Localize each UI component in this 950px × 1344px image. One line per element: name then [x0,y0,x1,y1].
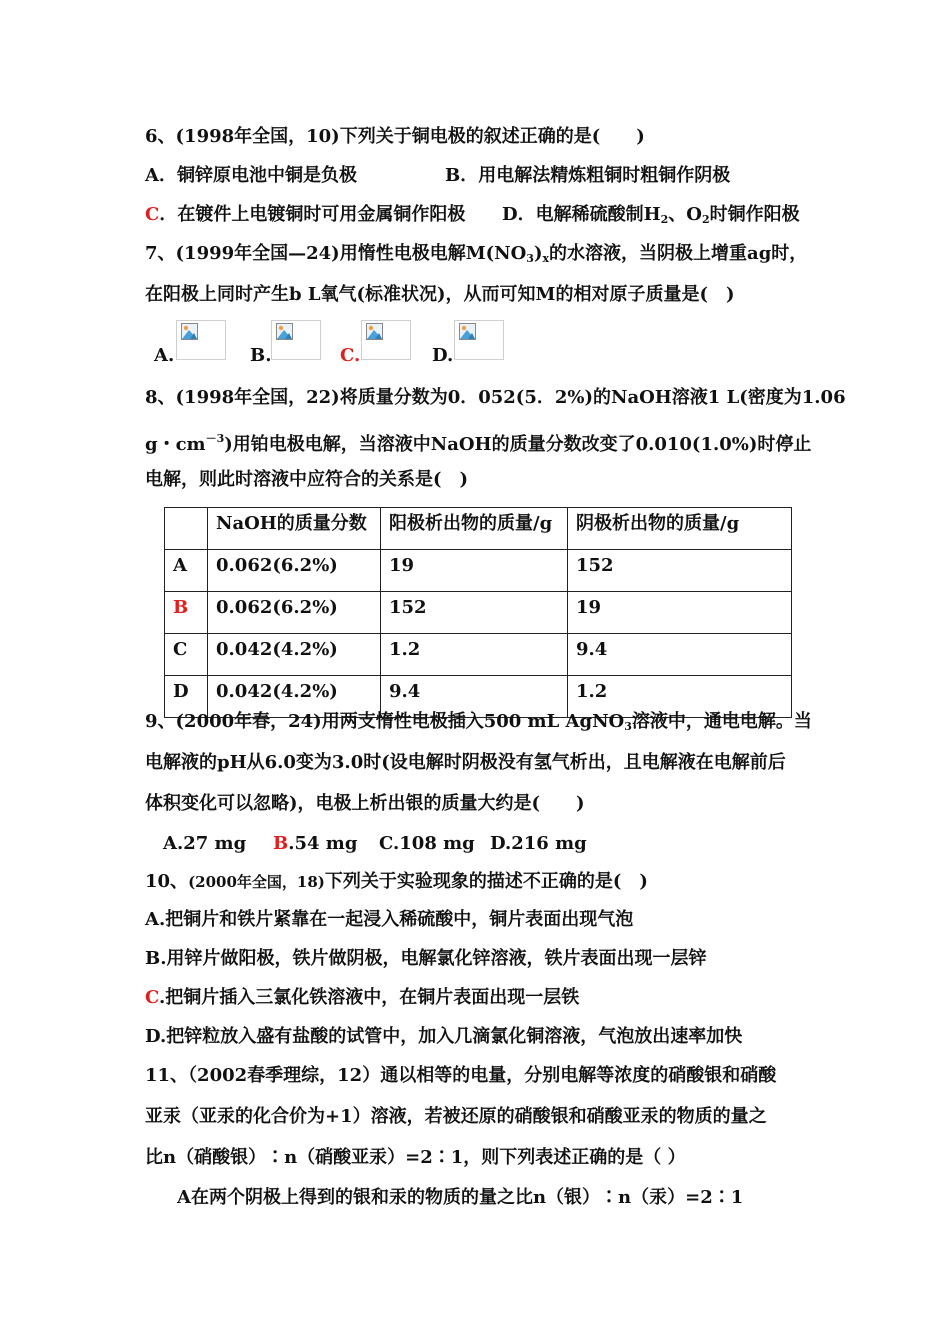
q11-stem-line3: 比n（硝酸银）∶n（硝酸亚汞）=2∶1，则下列表述正确的是（ ） [145,1147,686,1168]
q6-option-d [502,203,800,232]
q6-option-a: A．铜锌原电池中铜是负极 [145,165,357,186]
table-header-cell: NaOH的质量分数 [208,508,381,550]
table-cell: 1.2 [381,634,568,676]
answer-letter: C [145,204,160,225]
answer-letter: B [273,833,289,854]
answer-letter: C [145,987,160,1008]
q9-option-d: D.216 mg [490,833,587,854]
stem-text: )用铂电极电解，当溶液中NaOH的质量分数改变了0.010(1.0%)时停止 [224,434,812,455]
table-row [165,634,792,676]
table-row [165,592,792,634]
table-cell-answer: B [165,592,208,634]
table-header-cell [165,508,208,550]
table-cell: 0.042(4.2%) [208,634,381,676]
subscript: 2 [660,213,669,226]
q8-stem-line3: 电解，则此时溶液中应符合的关系是( ) [145,469,469,490]
q7-option-d-image [454,320,504,360]
q9-stem-line3: 体积变化可以忽略)，电极上析出银的质量大约是( ) [145,793,585,814]
q6-stem: 6、(1998年全国，10)下列关于铜电极的叙述正确的是( ) [145,126,645,147]
q10-option-c [145,986,579,1010]
table-header-cell: 阳极析出物的质量/g [381,508,568,550]
stem-text: g・cm [145,434,206,455]
q10-option-d: D.把锌粒放入盛有盐酸的试管中，加入几滴氯化铜溶液，气泡放出速率加快 [145,1026,743,1047]
superscript: －3 [205,432,225,445]
table-cell: 19 [381,550,568,592]
table-cell: 1.2 [568,676,792,718]
table-cell: D [165,676,208,718]
subscript: 2 [701,213,710,226]
question-number: 10、 [145,871,189,892]
stem-text: 下列关于实验现象的描述不正确的是( ) [324,871,648,892]
q7-option-c-image [361,320,411,360]
q6-option-b: B．用电解法精炼粗铜时粗铜作阴极 [445,165,731,186]
q7-stem-line1 [145,242,807,271]
broken-image-icon [276,323,293,340]
q9-stem-line1 [145,710,812,739]
subscript: 3 [526,252,534,265]
stem-text: 的水溶液，当阴极上增重ag时， [549,243,808,264]
q7-option-d-label: D. [432,345,454,366]
q11-stem-line2: 亚汞（亚汞的化合价为+1）溶液，若被还原的硝酸银和硝酸亚汞的物质的量之 [145,1106,767,1127]
q8-stem-line2 [145,427,811,457]
subscript: x [542,252,550,265]
table-cell: 0.042(4.2%) [208,676,381,718]
table-header-row [165,508,792,550]
subscript: 3 [624,720,632,733]
table-cell: 0.062(6.2%) [208,592,381,634]
q7-option-b-image [271,320,321,360]
q9-option-c: C.108 mg [379,833,475,854]
option-text: 时铜作阳极 [709,204,800,225]
q11-stem-line1: 11、（2002春季理综，12）通以相等的电量，分别电解等浓度的硝酸银和硝酸 [145,1065,777,1086]
q10-stem [145,870,648,894]
broken-image-icon [366,323,383,340]
option-text: D．电解稀硫酸制H [502,204,661,225]
option-text: .54 mg [288,833,358,854]
q7-option-b-label: B. [250,345,272,366]
table-row [165,550,792,592]
q8-stem-line1: 8、(1998年全国，22)将质量分数为0．052(5．2%)的NaOH溶液1 L(密度为1.06 [145,387,846,408]
q9-option-a: A.27 mg [163,833,247,854]
broken-image-icon [181,323,198,340]
stem-text: 9、(2000年春，24)用两支惰性电极插入500 mL AgNO [145,711,625,732]
table-cell: A [165,550,208,592]
option-text: 、O [668,204,702,225]
question-source: (2000年全国，18) [188,873,325,891]
q7-option-a-image [176,320,226,360]
broken-image-icon [459,323,476,340]
q7-option-a-label: A. [154,345,175,366]
table-cell: 152 [568,550,792,592]
q8-options-table [164,507,792,718]
q7-stem-line2: 在阳极上同时产生b L氧气(标准状况)，从而可知M的相对原子质量是( ) [145,284,735,305]
q10-option-a: A.把铜片和铁片紧靠在一起浸入稀硫酸中，铜片表面出现气泡 [145,909,634,930]
stem-text: ) [533,243,543,264]
table-cell: 9.4 [568,634,792,676]
table-cell: 19 [568,592,792,634]
table-header-cell: 阴极析出物的质量/g [568,508,792,550]
table-cell: C [165,634,208,676]
q11-option-a: A在两个阴极上得到的银和汞的物质的量之比n（银）∶n（汞）=2∶1 [177,1187,744,1208]
option-text: .把铜片插入三氯化铁溶液中，在铜片表面出现一层铁 [159,987,580,1008]
stem-text: 7、(1999年全国—24)用惰性电极电解M(NO [145,243,527,264]
table-cell: 152 [381,592,568,634]
q10-option-b: B.用锌片做阳极，铁片做阴极，电解氯化锌溶液，铁片表面出现一层锌 [145,948,707,969]
table-cell: 0.062(6.2%) [208,550,381,592]
q6-option-c [145,203,465,227]
q9-stem-line2: 电解液的pH从6.0变为3.0时(设电解时阴极没有氢气析出，且电解液在电解前后 [145,752,786,773]
stem-text: 溶液中，通电电解。当 [631,711,812,732]
table-cell: 9.4 [381,676,568,718]
option-text: ．在镀件上电镀铜时可用金属铜作阳极 [159,204,466,225]
q9-option-b [273,832,357,856]
q7-option-c-label: C. [340,345,361,366]
